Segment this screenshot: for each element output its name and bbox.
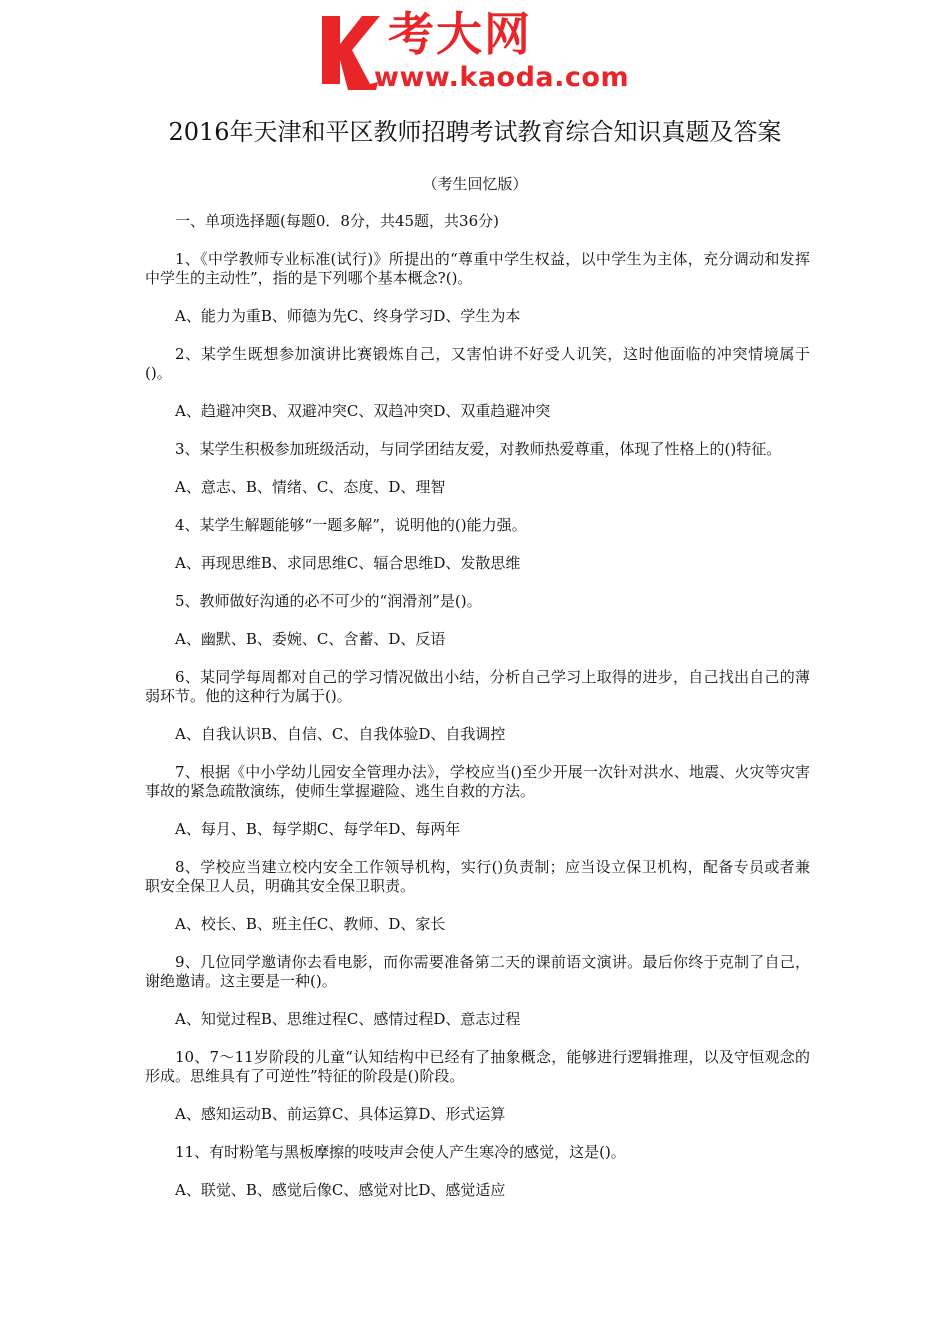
question-options: A、能力为重B、师德为先C、终身学习D、学生为本 bbox=[175, 307, 521, 325]
logo-url-text: www.kaoda.com bbox=[374, 62, 630, 93]
question-options: A、校长、B、班主任C、教师、D、家长 bbox=[175, 915, 446, 933]
question-text: 7、根据《中小学幼儿园安全管理办法》，学校应当()至少开展一次针对洪水、地震、火灾等灾害事故的紧急疏散演练，使师生掌握避险、逃生自救的方法。 bbox=[145, 763, 810, 800]
question-options: A、幽默、B、委婉、C、含蓄、D、反语 bbox=[175, 630, 446, 648]
question-options: A、联觉、B、感觉后像C、感觉对比D、感觉适应 bbox=[175, 1181, 506, 1199]
section-heading: 一、单项选择题(每题0．8分，共45题，共36分) bbox=[175, 212, 499, 230]
question-text: 10、7～11岁阶段的儿童“认知结构中已经有了抽象概念，能够进行逻辑推理，以及守恒观念的形成。思维具有了可逆性”特征的阶段是()阶段。 bbox=[145, 1048, 810, 1085]
question-text: 5、教师做好沟通的必不可少的“润滑剂”是()。 bbox=[175, 592, 482, 610]
page-subtitle: （考生回忆版） bbox=[422, 175, 528, 193]
question-text: 8、学校应当建立校内安全工作领导机构，实行()负责制；应当设立保卫机构，配备专员或者兼职安全保卫人员，明确其安全保卫职责。 bbox=[145, 858, 810, 895]
question-text: 6、某同学每周都对自己的学习情况做出小结，分析自己学习上取得的进步，自己找出自己的薄弱环节。他的这种行为属于()。 bbox=[145, 668, 810, 705]
question-options: A、感知运动B、前运算C、具体运算D、形式运算 bbox=[175, 1105, 506, 1123]
logo-k-mark-icon bbox=[318, 10, 382, 90]
site-logo bbox=[318, 8, 638, 98]
question-text: 9、几位同学邀请你去看电影，而你需要准备第二天的课前语文演讲。最后你终于克制了自己，谢绝邀请。这主要是一种()。 bbox=[145, 953, 810, 990]
logo-brand-text: 考大网 bbox=[388, 7, 532, 61]
question-options: A、知觉过程B、思维过程C、感情过程D、意志过程 bbox=[175, 1010, 521, 1028]
question-options: A、每月、B、每学期C、每学年D、每两年 bbox=[175, 820, 461, 838]
question-options: A、意志、B、情绪、C、态度、D、理智 bbox=[175, 478, 446, 496]
question-text: 11、有时粉笔与黑板摩擦的吱吱声会使人产生寒冷的感觉，这是()。 bbox=[175, 1143, 626, 1161]
question-text: 4、某学生解题能够“一题多解”，说明他的()能力强。 bbox=[175, 516, 527, 534]
question-text: 3、某学生积极参加班级活动，与同学团结友爱，对教师热爱尊重，体现了性格上的()特征。 bbox=[175, 440, 782, 458]
question-options: A、再现思维B、求同思维C、辐合思维D、发散思维 bbox=[175, 554, 521, 572]
page-title: 2016年天津和平区教师招聘考试教育综合知识真题及答案 bbox=[168, 118, 782, 146]
question-text: 2、某学生既想参加演讲比赛锻炼自己，又害怕讲不好受人讥笑，这时他面临的冲突情境属于()。 bbox=[145, 345, 810, 382]
question-options: A、趋避冲突B、双避冲突C、双趋冲突D、双重趋避冲突 bbox=[175, 402, 551, 420]
document-body bbox=[145, 212, 810, 1219]
question-text: 1、《中学教师专业标准(试行)》所提出的“尊重中学生权益，以中学生为主体，充分调动和发挥中学生的主动性”，指的是下列哪个基本概念?()。 bbox=[145, 250, 810, 287]
question-options: A、自我认识B、自信、C、自我体验D、自我调控 bbox=[175, 725, 506, 743]
